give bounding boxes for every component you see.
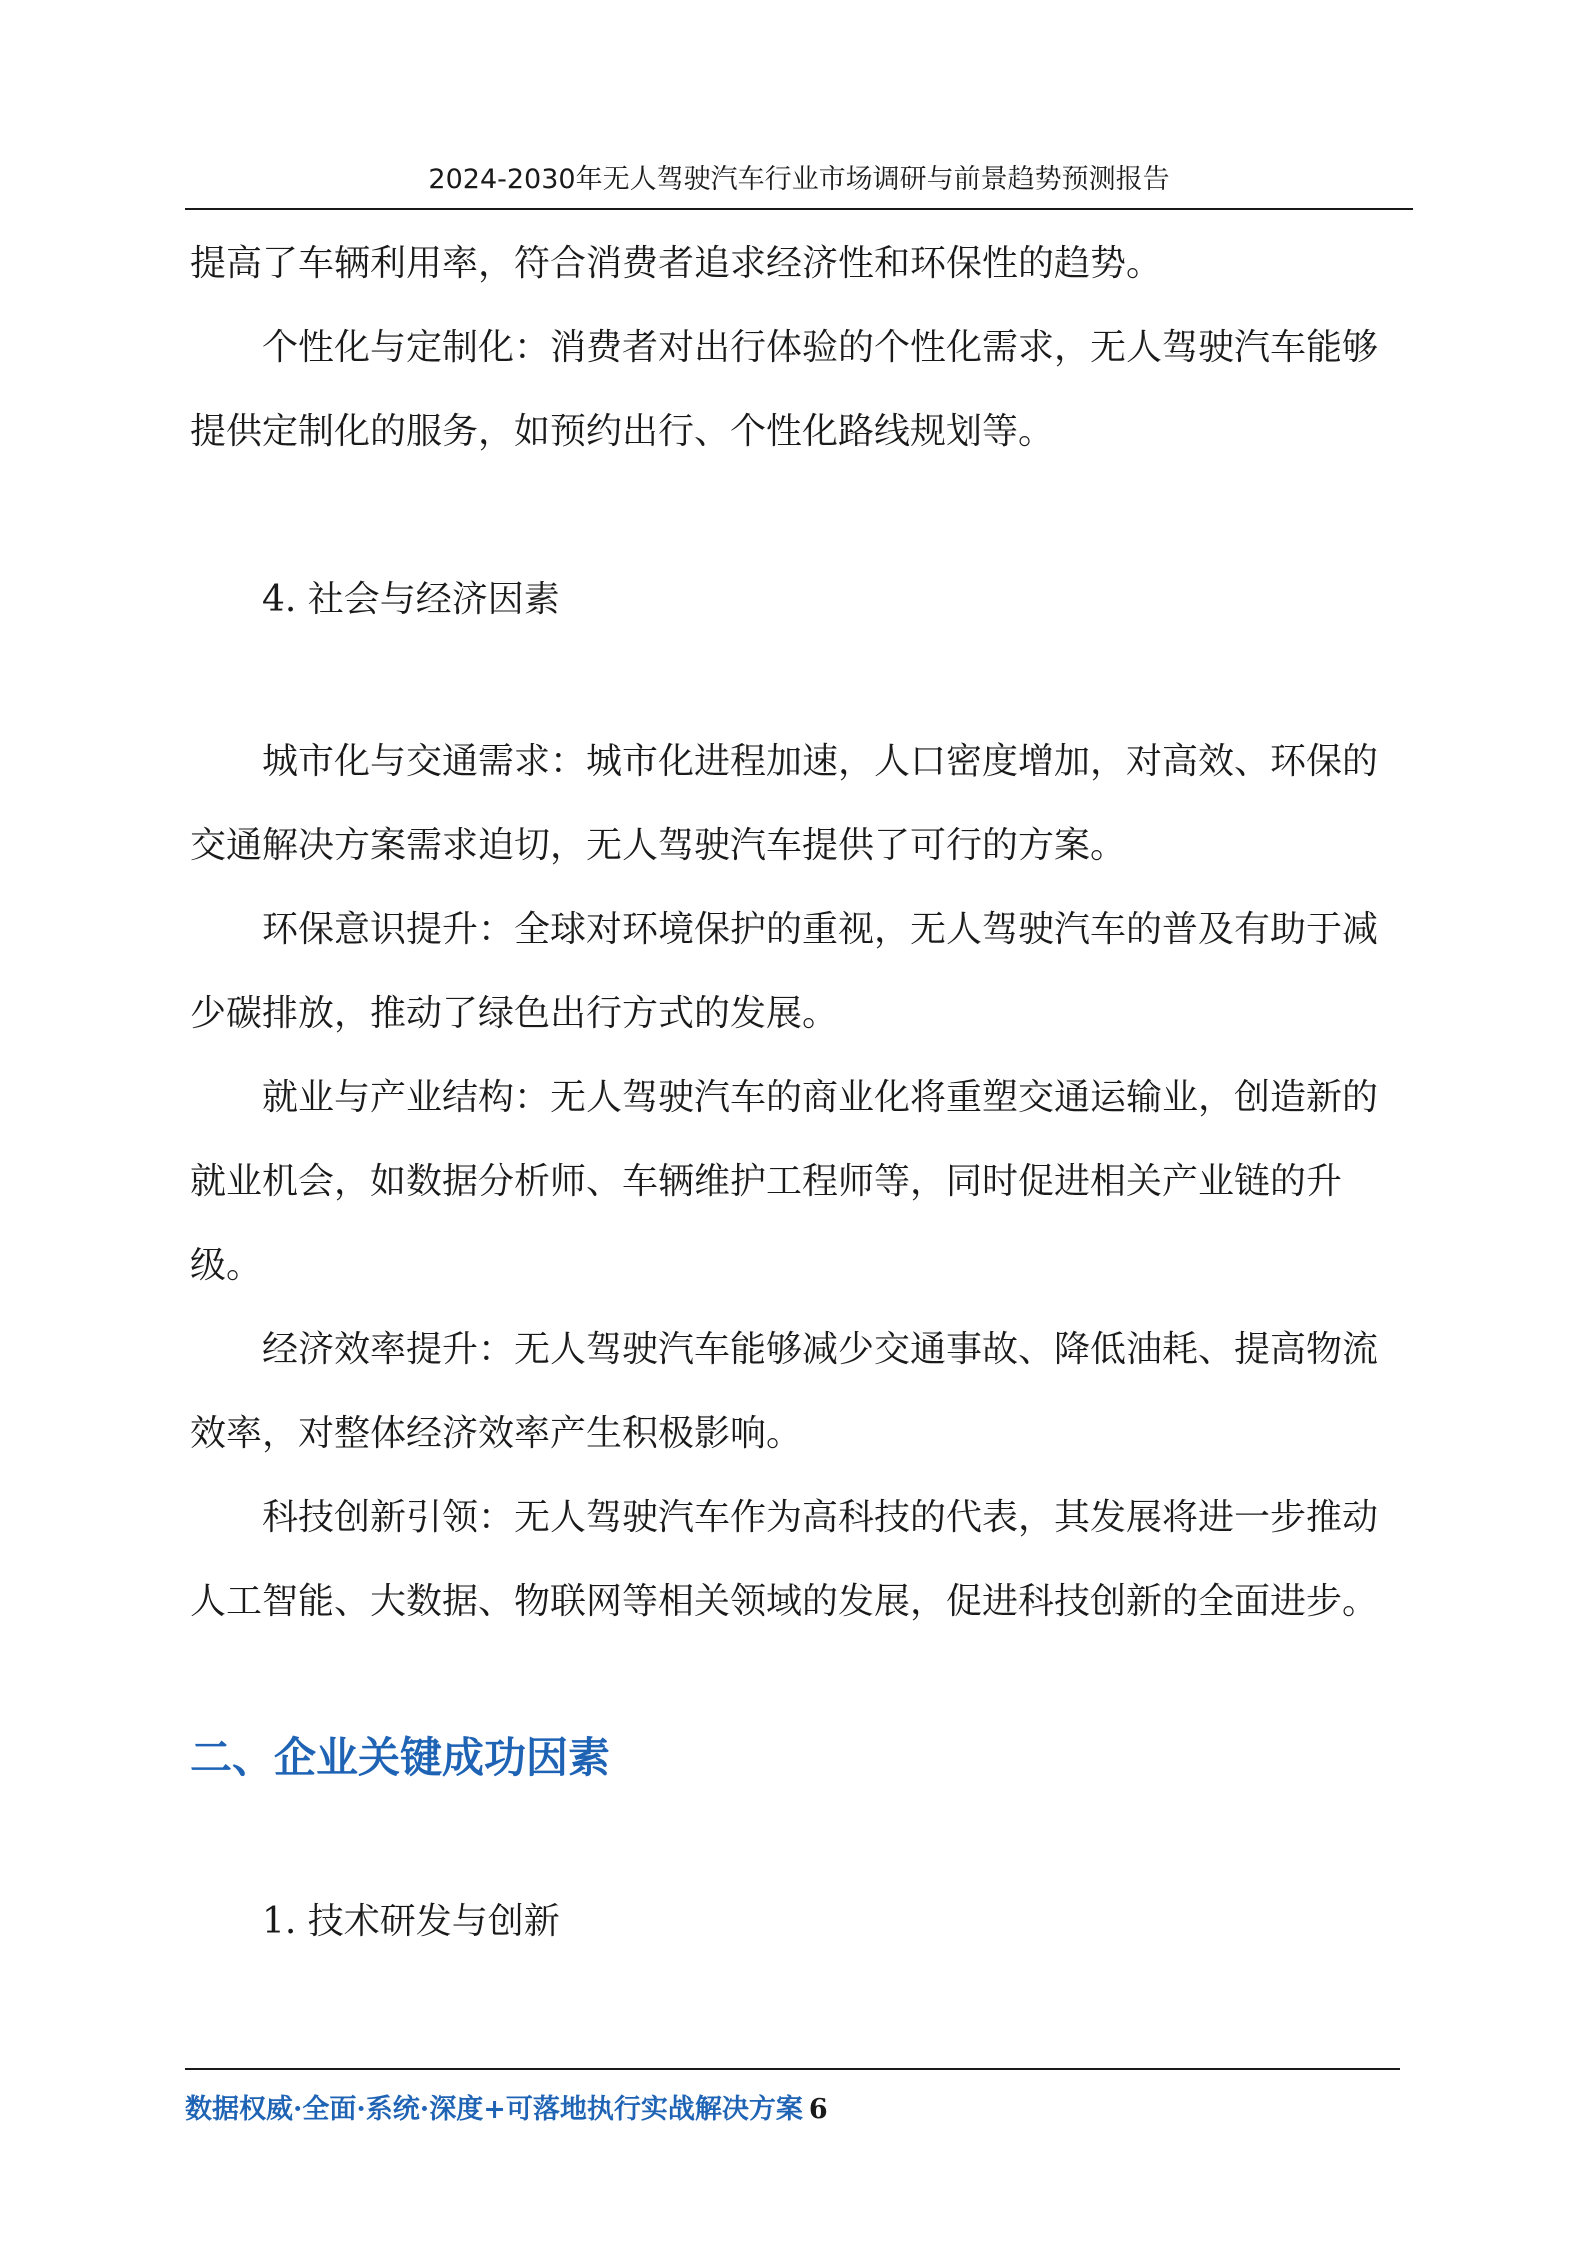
report-title: 2024-2030年无人驾驶汽车行业市场调研与前景趋势预测报告	[428, 164, 1170, 195]
header-divider	[185, 208, 1413, 210]
section-heading-success-factors: 二、企业关键成功因素	[190, 1733, 611, 1782]
paragraph-environment: 环保意识提升：全球对环境保护的重视，无人驾驶汽车的普及有助于减少碳排放，推动了绿色出行方式的发展。	[190, 909, 1379, 1034]
page-body	[190, 222, 1390, 1964]
paragraph-urbanization: 城市化与交通需求：城市化进程加速，人口密度增加，对高效、环保的交通解决方案需求迫切，无人驾驶汽车提供了可行的方案。	[190, 741, 1379, 866]
paragraph-personalization: 个性化与定制化：消费者对出行体验的个性化需求，无人驾驶汽车能够提供定制化的服务，如预约出行、个性化路线规划等。	[190, 327, 1379, 452]
page-footer	[185, 2068, 1400, 2128]
subheading-tech-rnd: 1. 技术研发与创新	[262, 1901, 560, 1942]
footer-slogan: 数据权威·全面·系统·深度+可落地执行实战解决方案	[185, 2094, 803, 2125]
page-number: 6	[808, 2094, 828, 2125]
page-header	[185, 160, 1413, 210]
subheading-social-economic: 4. 社会与经济因素	[262, 579, 560, 620]
paragraph-employment: 就业与产业结构：无人驾驶汽车的商业化将重塑交通运输业，创造新的就业机会，如数据分析师、车辆维护工程师等，同时促进相关产业链的升级。	[190, 1077, 1379, 1286]
paragraph-efficiency: 经济效率提升：无人驾驶汽车能够减少交通事故、降低油耗、提高物流效率，对整体经济效率产生积极影响。	[190, 1329, 1379, 1454]
footer-divider	[185, 2068, 1400, 2070]
paragraph-innovation: 科技创新引领：无人驾驶汽车作为高科技的代表，其发展将进一步推动人工智能、大数据、物联网等相关领域的发展，促进科技创新的全面进步。	[190, 1497, 1379, 1622]
paragraph-continued: 提高了车辆利用率，符合消费者追求经济性和环保性的趋势。	[190, 243, 1163, 284]
footer-line	[185, 2092, 1400, 2128]
